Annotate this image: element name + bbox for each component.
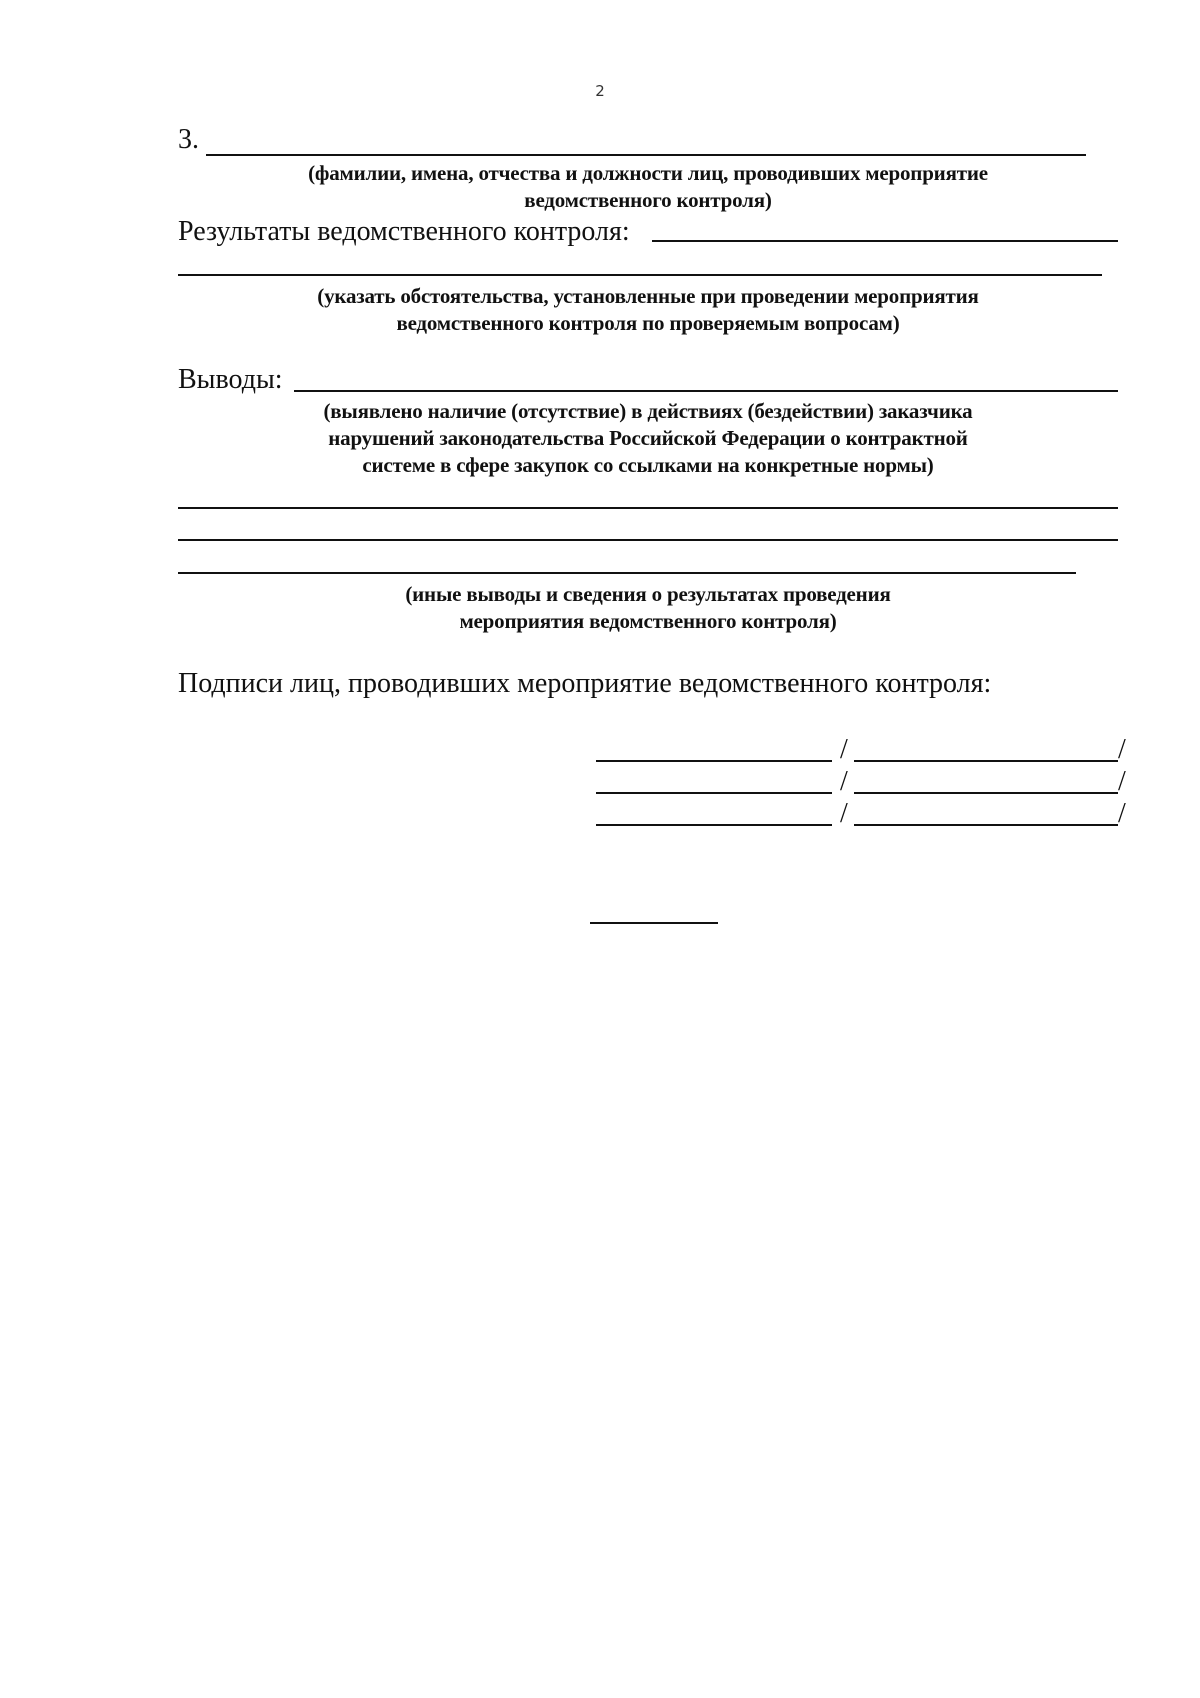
signatures-title: Подписи лиц, проводивших мероприятие ведомственного контроля:: [178, 668, 992, 699]
results-input-line-1[interactable]: [652, 240, 1118, 242]
conclusions-caption-line2: нарушений законодательства Российской Федерации о контрактной: [328, 426, 968, 450]
signature-line-3[interactable]: [596, 824, 832, 826]
results-label: Результаты ведомственного контроля:: [178, 216, 630, 247]
item-number: 3.: [178, 124, 199, 155]
other-input-line-3[interactable]: [178, 572, 1076, 574]
signature-separator-1: /: [840, 734, 848, 765]
results-input-line-2[interactable]: [178, 274, 1102, 276]
names-caption-line2: ведомственного контроля): [524, 188, 772, 212]
signature-end-separator-2: /: [1118, 766, 1126, 797]
conclusions-label: Выводы:: [178, 364, 283, 395]
results-caption-line1: (указать обстоятельства, установленные при проведении мероприятия: [317, 284, 979, 308]
signature-name-line-1[interactable]: [854, 760, 1118, 762]
signature-line-1[interactable]: [596, 760, 832, 762]
other-caption-line1: (иные выводы и сведения о результатах проведения: [405, 582, 891, 606]
page-number: 2: [595, 82, 605, 100]
other-caption-line2: мероприятия ведомственного контроля): [459, 609, 837, 633]
names-input-line[interactable]: [206, 154, 1086, 156]
signature-separator-3: /: [840, 798, 848, 829]
conclusions-input-line[interactable]: [294, 390, 1118, 392]
signature-end-separator-3: /: [1118, 798, 1126, 829]
signature-name-line-2[interactable]: [854, 792, 1118, 794]
conclusions-caption-line3: системе в сфере закупок со ссылками на конкретные нормы): [362, 453, 934, 477]
end-divider: [590, 922, 718, 924]
signature-separator-2: /: [840, 766, 848, 797]
conclusions-caption-line1: (выявлено наличие (отсутствие) в действиях (бездействии) заказчика: [323, 399, 973, 423]
signature-end-separator-1: /: [1118, 734, 1126, 765]
names-caption-line1: (фамилии, имена, отчества и должности лиц, проводивших мероприятие: [308, 161, 988, 185]
signature-name-line-3[interactable]: [854, 824, 1118, 826]
signature-line-2[interactable]: [596, 792, 832, 794]
results-caption-line2: ведомственного контроля по проверяемым вопросам): [396, 311, 900, 335]
other-input-line-2[interactable]: [178, 539, 1118, 541]
other-input-line-1[interactable]: [178, 507, 1118, 509]
